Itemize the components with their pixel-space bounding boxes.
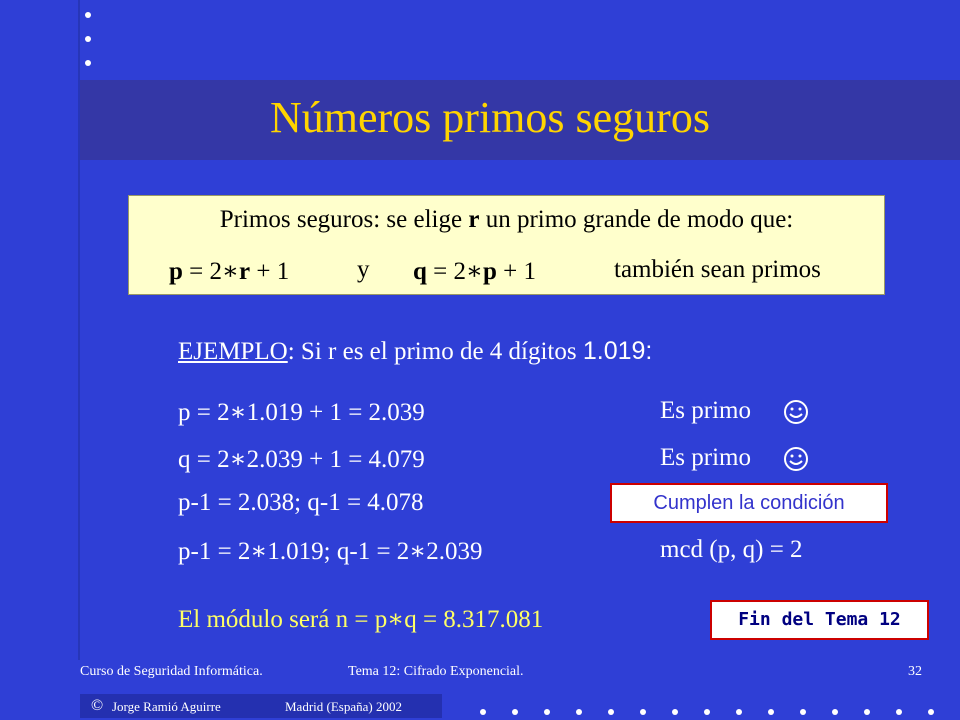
decor-dot — [768, 709, 774, 715]
decor-dot — [832, 709, 838, 715]
definition-variable: r — [468, 206, 480, 233]
decor-dot — [704, 709, 710, 715]
definition-text: Primos seguros: se elige — [219, 206, 469, 233]
module-result: El módulo será n = p∗q = 8.317.081 — [178, 606, 544, 633]
formula-text: = 2 — [182, 258, 223, 285]
copyright-icon: © — [91, 697, 104, 714]
q-calculation: q = 2∗2.039 + 1 = 4.079 — [178, 446, 425, 473]
definition-line-1 — [129, 206, 884, 234]
decor-dot — [800, 709, 806, 715]
definition-connector: y — [357, 256, 370, 283]
footer-place: Madrid (España) 2002 — [285, 699, 402, 714]
minus-one-values: p-1 = 2.038; q-1 = 4.078 — [178, 489, 424, 516]
formula-var: p — [169, 258, 183, 285]
q-result: Es primo — [660, 444, 751, 471]
decor-dot — [928, 709, 934, 715]
decor-dot — [736, 709, 742, 715]
definition-text: un primo grande de modo que: — [479, 206, 794, 233]
definition-p-formula: p = 2∗r + 1 — [169, 258, 290, 285]
decor-dot — [512, 709, 518, 715]
example-text: : Si r es el primo de 4 dígitos — [287, 338, 583, 365]
definition-tail: también sean primos — [614, 256, 821, 283]
smiley-icon — [782, 398, 810, 431]
footer-author: Jorge Ramió Aguirre — [112, 699, 221, 714]
formula-text: + 1 — [250, 258, 290, 285]
example-label: EJEMPLO — [178, 338, 288, 365]
example-heading — [178, 337, 652, 366]
example-number: 1.019: — [582, 337, 653, 365]
footer-topic: Tema 12: Cifrado Exponencial. — [348, 664, 524, 679]
decor-dot — [85, 36, 91, 42]
decor-dot — [85, 60, 91, 66]
decor-dot — [480, 709, 486, 715]
end-of-topic-badge: Fin del Tema 12 — [710, 600, 929, 640]
slide-title: Números primos seguros — [270, 93, 710, 142]
factorization: p-1 = 2∗1.019; q-1 = 2∗2.039 — [178, 538, 483, 565]
p-result: Es primo — [660, 397, 751, 424]
formula-var: q — [413, 258, 427, 285]
definition-box — [128, 195, 885, 295]
decor-dot — [608, 709, 614, 715]
decor-dot — [672, 709, 678, 715]
decor-dot — [544, 709, 550, 715]
p-calculation: p = 2∗1.019 + 1 = 2.039 — [178, 399, 425, 426]
definition-q-formula: q = 2∗p + 1 — [413, 258, 537, 285]
footer-course: Curso de Seguridad Informática. — [80, 664, 263, 679]
decor-dot — [640, 709, 646, 715]
condition-badge: Cumplen la condición — [610, 483, 888, 523]
formula-text: + 1 — [496, 258, 537, 285]
smiley-icon — [782, 445, 810, 478]
decor-dot — [864, 709, 870, 715]
decor-dot — [576, 709, 582, 715]
mcd-result: mcd (p, q) = 2 — [660, 536, 803, 563]
decor-dot — [896, 709, 902, 715]
page-number: 32 — [908, 664, 922, 679]
decor-dot — [85, 12, 91, 18]
formula-text: = 2 — [426, 258, 467, 285]
formula-var: p — [483, 258, 497, 285]
formula-var: r — [239, 258, 251, 285]
